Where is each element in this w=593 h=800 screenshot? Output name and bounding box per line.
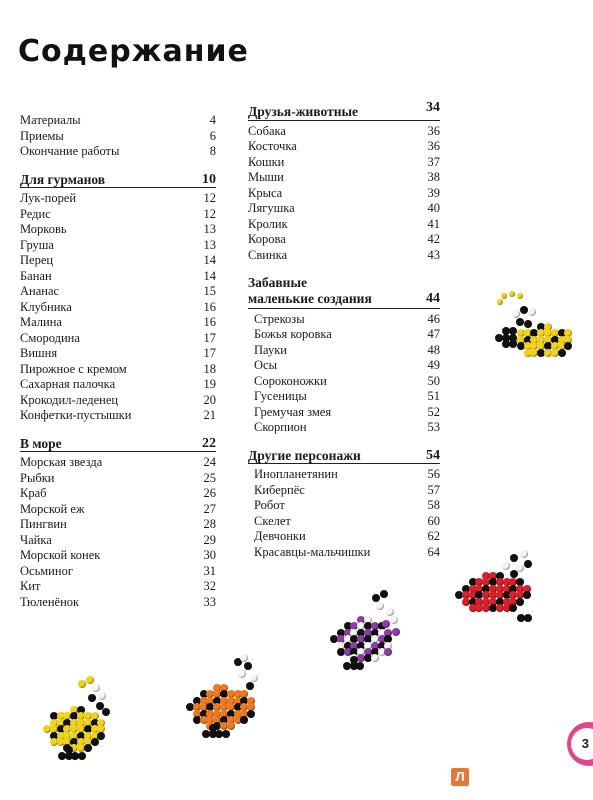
- section-title-line1: Забавные: [248, 275, 307, 290]
- entry-title: Косточка: [248, 139, 297, 153]
- entry-page: 36: [427, 139, 440, 153]
- section-title-line2: маленькие создания: [248, 290, 372, 306]
- entry-title: Девчонки: [254, 529, 306, 543]
- toc-section-heading-characters[interactable]: [248, 448, 440, 465]
- bead: [102, 708, 110, 716]
- entry-title: Конфетки-пустышки: [20, 408, 132, 422]
- bead: [564, 342, 572, 350]
- entry-title: Приемы: [20, 128, 64, 143]
- toc-entry[interactable]: [248, 467, 440, 483]
- toc-entry[interactable]: [20, 269, 216, 285]
- entry-page: 28: [203, 517, 216, 531]
- toc-section-heading-creatures[interactable]: [248, 275, 440, 309]
- toc-entry[interactable]: [248, 498, 440, 514]
- entry-page: 58: [427, 498, 440, 512]
- bead: [371, 654, 379, 662]
- entry-title: Краб: [20, 486, 47, 500]
- section-page: 54: [426, 447, 440, 463]
- entry-page: 31: [203, 563, 216, 578]
- toc-entry[interactable]: [248, 420, 440, 436]
- entry-title: Скелет: [254, 513, 291, 528]
- entry-title: Собака: [248, 123, 286, 138]
- bead: [512, 310, 520, 318]
- entry-title: Редис: [20, 206, 51, 221]
- entry-title: Ананас: [20, 284, 60, 298]
- entry-page: 62: [427, 529, 440, 543]
- entry-page: 14: [203, 253, 216, 267]
- toc-entry[interactable]: [248, 514, 440, 530]
- entry-title: Банан: [20, 268, 52, 283]
- bead: [86, 676, 94, 684]
- entry-page: 41: [427, 216, 440, 231]
- toc-column-left: [20, 113, 216, 610]
- toc-entry[interactable]: [20, 377, 216, 393]
- entry-page: 26: [203, 486, 216, 500]
- entry-page: 46: [427, 311, 440, 326]
- toc-entry[interactable]: [248, 201, 440, 217]
- bead: [244, 662, 252, 670]
- entry-title: Стрекозы: [254, 311, 305, 326]
- toc-entry[interactable]: [20, 222, 216, 238]
- entry-page: 6: [209, 128, 216, 143]
- toc-entry[interactable]: [20, 362, 216, 378]
- bead: [516, 318, 524, 326]
- toc-entry[interactable]: [248, 405, 440, 421]
- toc-entry[interactable]: [248, 374, 440, 390]
- entry-title: Кролик: [248, 216, 288, 231]
- toc-entry[interactable]: [248, 343, 440, 359]
- entry-title: Окончание работы: [20, 144, 120, 158]
- toc-entry[interactable]: [248, 312, 440, 328]
- toc-entry[interactable]: [20, 393, 216, 409]
- toc-section-heading-gourmets[interactable]: [20, 172, 216, 189]
- entry-title: Божья коровка: [254, 327, 332, 341]
- entry-page: 15: [203, 284, 216, 298]
- bead: [528, 308, 536, 316]
- entry-page: 19: [203, 377, 216, 391]
- entry-page: 57: [427, 482, 440, 497]
- entry-page: 17: [203, 330, 216, 345]
- bead: [91, 738, 99, 746]
- bead: [382, 620, 390, 628]
- bead: [98, 692, 106, 700]
- toc-entry[interactable]: [20, 238, 216, 254]
- section-page: 34: [426, 100, 440, 115]
- entry-title: Крокодил-леденец: [20, 392, 119, 407]
- entry-page: 47: [427, 327, 440, 341]
- entry-page: 43: [427, 247, 440, 262]
- bead: [502, 562, 510, 570]
- entry-title: Корова: [248, 232, 286, 246]
- page-title: Содержание: [18, 34, 249, 69]
- toc-entry[interactable]: [20, 471, 216, 487]
- section-title: Другие персонажи: [248, 447, 361, 463]
- entry-title: Морской конек: [20, 548, 101, 562]
- publisher-logo-icon: Л: [451, 768, 469, 786]
- entry-page: 16: [203, 299, 216, 314]
- bead: [509, 340, 517, 348]
- toc-entry[interactable]: [20, 486, 216, 502]
- entry-page: 12: [203, 206, 216, 221]
- bead: [510, 570, 518, 578]
- section-page: 22: [202, 435, 216, 451]
- entry-page: 36: [427, 123, 440, 138]
- bead: [516, 598, 524, 606]
- toc-entry[interactable]: [20, 207, 216, 223]
- entry-title: Скорпион: [254, 420, 307, 434]
- entry-page: 38: [427, 170, 440, 184]
- toc-entry[interactable]: [20, 331, 216, 347]
- entry-title: Осы: [254, 358, 277, 372]
- entry-title: Осьминог: [20, 563, 73, 578]
- entry-page: 16: [203, 315, 216, 329]
- entry-page: 60: [427, 513, 440, 528]
- entry-title: Смородина: [20, 330, 80, 345]
- entry-title: Морской еж: [20, 501, 85, 516]
- bead: [384, 648, 392, 656]
- toc-entry[interactable]: [20, 408, 216, 424]
- entry-page: 49: [427, 358, 440, 372]
- entry-page: 52: [427, 404, 440, 419]
- bead: [520, 550, 528, 558]
- toc-section-animals: [248, 124, 440, 264]
- toc-entry[interactable]: [20, 502, 216, 518]
- toc-entry[interactable]: [20, 284, 216, 300]
- entry-title: Сахарная палочка: [20, 377, 116, 391]
- entry-title: Пирожное с кремом: [20, 361, 127, 376]
- entry-page: 40: [427, 201, 440, 215]
- entry-title: Пингвин: [20, 517, 67, 531]
- entry-page: 17: [203, 346, 216, 360]
- entry-page: 13: [203, 237, 216, 252]
- entry-title: Пауки: [254, 342, 287, 357]
- entry-page: 33: [203, 594, 216, 609]
- toc-section-creatures: [248, 312, 440, 436]
- entry-title: Свинка: [248, 247, 288, 262]
- bead: [250, 674, 258, 682]
- entry-page: 4: [209, 113, 216, 127]
- entry-title: Сороконожки: [254, 373, 327, 388]
- bead: [524, 614, 532, 622]
- bead: [510, 554, 518, 562]
- entry-page: 8: [209, 144, 216, 158]
- entry-title: Рыбки: [20, 470, 55, 485]
- bead: [84, 744, 92, 752]
- toc-section-characters: [248, 467, 440, 560]
- bead: [78, 680, 86, 688]
- bead: [523, 591, 531, 599]
- entry-page: 50: [427, 373, 440, 388]
- entry-page: 18: [203, 361, 216, 376]
- entry-title: Инопланетянин: [254, 467, 338, 481]
- section-page: 10: [202, 171, 216, 187]
- entry-page: 32: [203, 579, 216, 593]
- entry-title: Мыши: [248, 170, 284, 184]
- entry-title: Клубника: [20, 299, 72, 314]
- entry-page: 56: [427, 467, 440, 481]
- bead: [524, 560, 532, 568]
- bead: [380, 590, 388, 598]
- bead: [246, 682, 254, 690]
- toc-entry[interactable]: [20, 300, 216, 316]
- entry-page: 51: [427, 389, 440, 403]
- toc-entry[interactable]: [20, 346, 216, 362]
- entry-title: Красавцы-мальчишки: [254, 544, 371, 559]
- toc-entry[interactable]: [20, 191, 216, 207]
- bead: [356, 662, 364, 670]
- entry-page: 30: [203, 548, 216, 562]
- toc-entry[interactable]: [20, 595, 216, 611]
- bead: [392, 628, 400, 636]
- toc-entry[interactable]: [248, 248, 440, 264]
- entry-page: 53: [427, 420, 440, 434]
- entry-page: 12: [203, 191, 216, 205]
- bead: [509, 604, 517, 612]
- toc-entry[interactable]: [248, 170, 440, 186]
- entry-title: Кит: [20, 579, 41, 593]
- entry-page: 27: [203, 501, 216, 516]
- entry-page: 48: [427, 342, 440, 357]
- bead: [97, 732, 105, 740]
- toc-entry[interactable]: [248, 358, 440, 374]
- toc-entry[interactable]: [20, 113, 216, 129]
- bead: [247, 710, 255, 718]
- toc-entry[interactable]: [20, 315, 216, 331]
- toc-column-right: [248, 100, 440, 560]
- entry-page: 20: [203, 392, 216, 407]
- entry-title: Морская звезда: [20, 455, 103, 469]
- toc-section-heading-animals[interactable]: [248, 100, 440, 121]
- bead: [92, 684, 100, 692]
- toc-entry[interactable]: [248, 139, 440, 155]
- toc-section-sea: [20, 455, 216, 610]
- section-title: В море: [20, 435, 62, 451]
- entry-page: 42: [427, 232, 440, 246]
- entry-title: Робот: [254, 498, 285, 512]
- bead: [238, 670, 246, 678]
- entry-title: Морковь: [20, 222, 67, 236]
- entry-title: Вишня: [20, 346, 58, 360]
- entry-page: 64: [427, 544, 440, 559]
- toc-entry[interactable]: [20, 455, 216, 471]
- bead: [78, 752, 86, 760]
- entry-page: 21: [203, 408, 216, 422]
- toc-entry[interactable]: [20, 548, 216, 564]
- entry-page: 13: [203, 222, 216, 236]
- toc-section-heading-sea[interactable]: [20, 436, 216, 453]
- bead: [386, 608, 394, 616]
- toc-entry[interactable]: [248, 389, 440, 405]
- entry-title: Перец: [20, 253, 54, 267]
- toc-entry[interactable]: [20, 129, 216, 145]
- bead: [509, 291, 515, 297]
- entry-title: Лягушка: [248, 201, 295, 215]
- bead: [240, 716, 248, 724]
- entry-title: Груша: [20, 237, 54, 252]
- toc-entry[interactable]: [248, 217, 440, 233]
- entry-title: Киберпёс: [254, 482, 305, 497]
- entry-title: Гусеницы: [254, 389, 307, 403]
- bead: [501, 293, 507, 299]
- bead: [390, 616, 398, 624]
- toc-entry[interactable]: [20, 144, 216, 160]
- toc-section-gourmets: [20, 191, 216, 424]
- entry-title: Тюленёнок: [20, 594, 80, 609]
- bead: [240, 654, 248, 662]
- toc-entry[interactable]: [20, 579, 216, 595]
- toc-entry[interactable]: [248, 155, 440, 171]
- toc-entry[interactable]: [248, 232, 440, 248]
- entry-page: 14: [203, 268, 216, 283]
- entry-title: Чайка: [20, 532, 52, 547]
- bead: [227, 722, 235, 730]
- toc-entry[interactable]: [248, 327, 440, 343]
- section-title: Для гурманов: [20, 171, 106, 187]
- entry-title: Гремучая змея: [254, 404, 332, 419]
- entry-title: Крыса: [248, 185, 283, 200]
- entry-title: Материалы: [20, 113, 81, 127]
- toc-entry[interactable]: [20, 517, 216, 533]
- bead: [88, 694, 96, 702]
- entry-page: 29: [203, 532, 216, 547]
- entry-title: Малина: [20, 315, 62, 329]
- page-number: 3: [581, 736, 589, 751]
- toc-entry[interactable]: [20, 564, 216, 580]
- entry-page: 24: [203, 455, 216, 469]
- toc-entry[interactable]: [248, 529, 440, 545]
- bead: [497, 299, 503, 305]
- section-title: Друзья-животные: [248, 104, 359, 119]
- entry-page: 37: [427, 154, 440, 169]
- toc-entry[interactable]: [248, 483, 440, 499]
- bead: [520, 306, 528, 314]
- toc-entry[interactable]: [248, 545, 440, 561]
- bead: [524, 320, 532, 328]
- bead: [517, 293, 523, 299]
- toc-entry[interactable]: [248, 124, 440, 140]
- section-page: 44: [426, 290, 440, 306]
- entry-page: 25: [203, 470, 216, 485]
- entry-page: 39: [427, 185, 440, 200]
- bead: [372, 594, 380, 602]
- entry-title: Лук-порей: [20, 191, 77, 205]
- entry-title: Кошки: [248, 154, 285, 169]
- bead: [376, 602, 384, 610]
- bead: [222, 730, 230, 738]
- toc-entry[interactable]: [20, 253, 216, 269]
- toc-section-intro: [20, 113, 216, 160]
- toc-entry[interactable]: [248, 186, 440, 202]
- bead: [558, 349, 566, 357]
- toc-entry[interactable]: [20, 533, 216, 549]
